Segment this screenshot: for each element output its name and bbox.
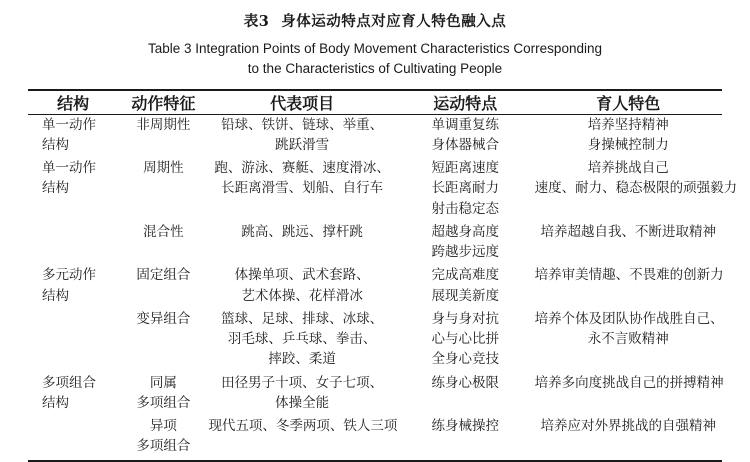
cell-structure: 多元动作 结构 [42, 267, 96, 304]
table-row [28, 416, 722, 457]
cell-education: 培养超越自我、不断进取精神 [540, 223, 717, 240]
data-table [28, 89, 738, 462]
cell-traits: 练身心极限 [431, 374, 499, 391]
cell-traits: 短距离速度 长距离耐力 射击稳定态 [431, 160, 499, 217]
table-title-en-line2: to the Characteristics of Cultivating People [247, 61, 503, 77]
cell-structure: 单一动作 结构 [42, 116, 96, 153]
cell-education: 培养多向度挑战自己的拼搏精神 [534, 374, 724, 391]
column-header-structure: 结构 [57, 95, 90, 113]
table-title-en-line1: Table 3 Integration Points of Body Movement Characteristics Corresponding [148, 41, 602, 56]
cell-events: 跳高、跳远、撑杆跳 [241, 223, 363, 240]
cell-feature: 周期性 [143, 160, 184, 176]
cell-feature: 固定组合 [136, 267, 191, 284]
cell-traits: 超越身高度 跨越步远度 [431, 223, 499, 260]
cell-structure: 单一动作 结构 [42, 160, 96, 197]
cell-education: 培养审美情趣、不畏难的创新力 [534, 267, 724, 284]
table-number-cn: 表3 [243, 13, 270, 30]
cell-events: 体操单项、武术套路、 艺术体操、花样滑冰 [234, 267, 370, 304]
cell-traits: 练身械操控 [431, 418, 499, 434]
cell-structure [28, 222, 118, 263]
table-row [28, 222, 722, 263]
cell-feature: 异项 多项组合 [136, 418, 191, 455]
cell-education: 培养应对外界挑战的自强精神 [540, 418, 717, 434]
cell-traits: 单调重复练 身体器械合 [431, 116, 499, 153]
column-header-education: 育人特色 [596, 95, 661, 113]
table-title-english [28, 39, 722, 80]
cell-events: 铅球、铁饼、链球、举重、 跳跃滑雪 [221, 116, 384, 153]
cell-education: 培养挑战自己 速度、耐力、稳态极限的顽强毅力 [534, 160, 738, 197]
cell-feature: 同属 多项组合 [136, 374, 191, 411]
cell-education: 培养坚持精神 身操械控制力 [587, 116, 669, 153]
cell-events: 现代五项、冬季两项、铁人三项 [208, 418, 398, 434]
cell-feature: 非周期性 [136, 116, 191, 133]
cell-feature: 变异组合 [136, 310, 191, 327]
cell-traits: 身与身对抗 心与心比拼 全身心竞技 [431, 310, 499, 368]
cell-events: 跑、游泳、赛艇、速度滑冰、 长距离滑雪、划船、自行车 [214, 160, 390, 197]
column-header-events: 代表项目 [270, 95, 335, 113]
table-row [28, 115, 722, 156]
table-row [28, 158, 722, 219]
cell-events: 篮球、足球、排球、冰球、 羽毛球、乒乓球、拳击、 摔跤、柔道 [221, 310, 384, 368]
table-row [28, 265, 722, 306]
cell-traits: 完成高难度 展现美新度 [431, 267, 499, 304]
table-bottom-rule [28, 461, 722, 462]
cell-structure: 多项组合 结构 [42, 374, 96, 411]
cell-events: 田径男子十项、女子七项、 体操全能 [221, 374, 384, 411]
cell-feature: 混合性 [143, 223, 184, 240]
cell-education: 培养个体及团队协作战胜自己、 永不言败精神 [534, 310, 724, 347]
table-title-cn-text: 身体运动特点对应育人特色融入点 [281, 13, 507, 30]
column-header-feature: 动作特征 [131, 95, 196, 113]
table-row [28, 309, 722, 370]
table-row [28, 373, 722, 414]
table-header-row [28, 91, 722, 115]
table-title-chinese [28, 10, 722, 31]
column-header-traits: 运动特点 [433, 95, 498, 113]
cell-structure [28, 309, 118, 370]
cell-structure [28, 416, 118, 457]
